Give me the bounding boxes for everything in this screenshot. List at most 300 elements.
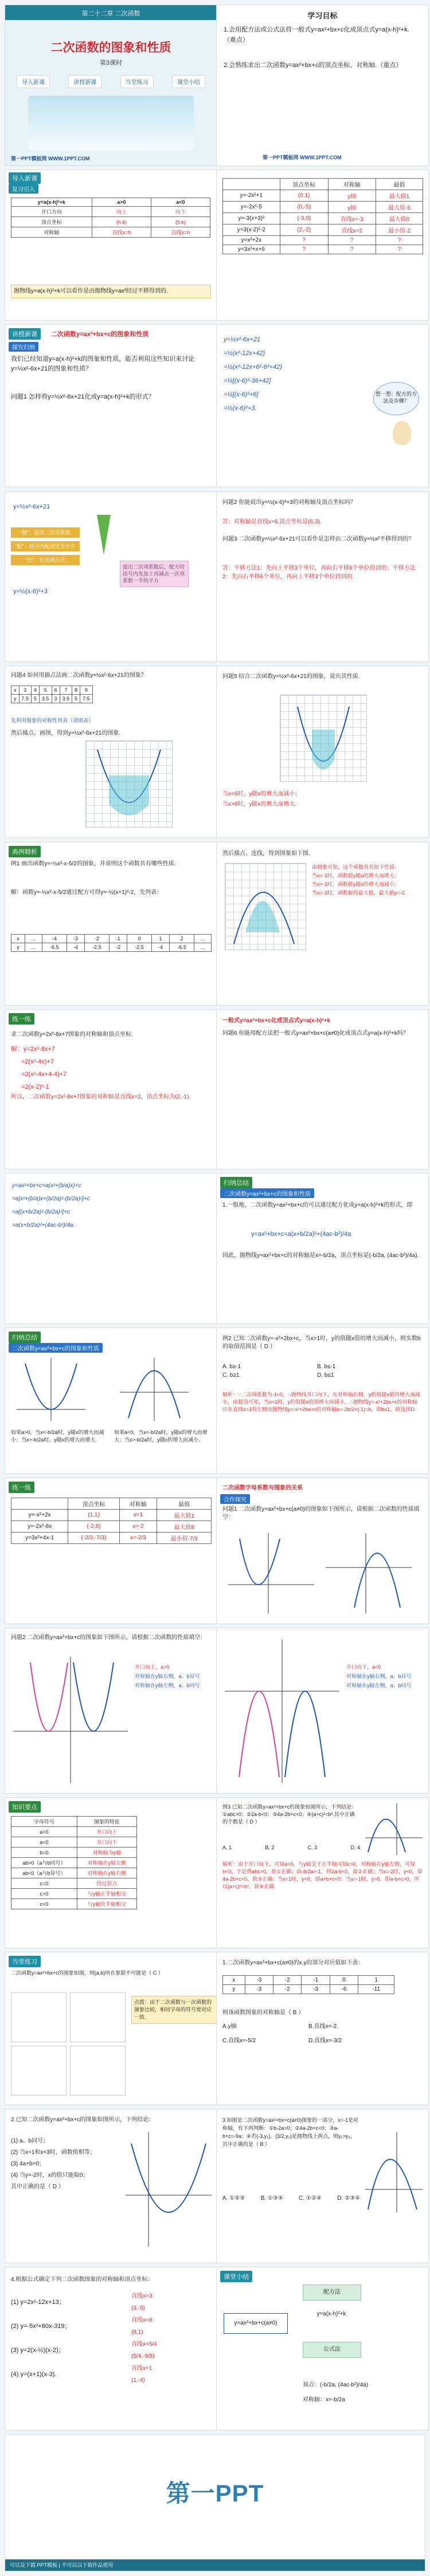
ending-slide: [5, 2434, 425, 2571]
exercise1-q: 二次函数y=ax²+bx+c的图象如图，则(a,b)所在象限不可能是（ C ）: [11, 1970, 163, 1976]
table-cell: 直线x=2: [328, 224, 376, 236]
derivation-line: y=ax²+bx+c=a(x²+(b/a)x)+c: [12, 1183, 81, 1189]
table-row: [11, 1817, 137, 1827]
table-row: [223, 224, 423, 236]
solution-line: 解：y=2x²-8x+7: [11, 1046, 56, 1053]
option-graph-b[interactable]: [70, 1992, 126, 2042]
exercise2-table: [222, 1975, 394, 1994]
table-cell: a<0: [11, 1837, 77, 1848]
table-cell: 图象的特征: [77, 1817, 136, 1827]
table-row: [11, 1899, 137, 1909]
draw-note: 先利用图象的对称性列表（请填表）: [11, 718, 94, 723]
table-cell: x=-2/3: [119, 1533, 157, 1544]
ex3-chart: [365, 1803, 423, 1855]
answer-line: (8,1): [131, 2329, 143, 2335]
exercise2-q: 1.二次函数y=ax²+bx+c(a≠0)的x,y的部分对应值如下表：: [222, 1960, 364, 1966]
ending-footer: 可以及下载 PPT模板 | 不可以以下载作品使用: [5, 2559, 425, 2571]
table-row: [223, 245, 423, 254]
practice2-slide: [5, 1478, 217, 1624]
table-cell: 顶点坐标: [280, 179, 328, 190]
relation2-labels: [135, 1663, 209, 1690]
table-cell: ...: [25, 943, 42, 952]
exercise1-slide: [5, 1952, 217, 2105]
option-graph-a[interactable]: [11, 1992, 67, 2042]
q5-point-2: 当x>6时，y随x的增大而增大.: [222, 801, 297, 808]
option-d[interactable]: D.直线x=-3/2: [308, 2038, 342, 2044]
ex3-options: [222, 1845, 360, 1850]
table-cell: 最小值-2: [376, 224, 423, 236]
table-cell: 与y轴负半轴相交: [77, 1899, 136, 1909]
table-cell: [11, 1498, 68, 1510]
table-cell: -1: [302, 1976, 330, 1985]
relation-label: 开口向下，a<0: [346, 1664, 381, 1670]
table-cell: 2: [169, 935, 194, 943]
exercise-item: (2) 当x=1和x=3时，函数值相等；: [11, 2149, 96, 2156]
table-cell: 5: [72, 695, 80, 703]
wrapup-axis: 对称轴：x=-b/2a: [303, 2397, 345, 2403]
exercise4-slide: [216, 2109, 429, 2263]
solution-line: =2(x²-4x+4-4)+7: [21, 1071, 67, 1078]
table-cell: 3.5: [60, 695, 72, 703]
derivation-line: =½[(x-6)²-36+42]: [224, 377, 271, 384]
option-a[interactable]: A. ①②③: [222, 2195, 245, 2201]
cover-art: [28, 96, 194, 151]
draw-value-table: [11, 686, 93, 703]
review-note: 抛物线y=a(x-h)²+k可以看作是由抛物线y=ax²经过平移得到的.: [11, 285, 211, 298]
table-cell: y=3x²+x+6: [223, 245, 280, 254]
ex2-explain: 解析：∵二次项系数为-1<0，∴抛物线开口向下，在对称轴右侧，y的值随x值的增大而减小，由题设可知，当x>1时，y的值随x值的增大而减小，∴抛物线y=-x²+2bx+c的对称轴应在直线x=1的左侧而抛物线y=-x²+2bx+c的对称轴x=-2b/2×(-1)=b，即b≤1，故选择D.: [222, 1392, 420, 1412]
derivation-steps: [224, 333, 282, 415]
table-row: [11, 1510, 212, 1521]
method-expr-top: y=½x²-6x+21: [13, 503, 50, 510]
table-row: [11, 1889, 137, 1899]
table-cell: ...: [25, 935, 42, 943]
table-cell: 7: [60, 686, 72, 695]
lecture1-question: 问题1 怎样将y=½x²-6x+21化成y=a(x-h)²+k的形式？: [11, 393, 155, 400]
exercise4-q: 3.如图是二次函数y=ax²+bx+c(a≠0)图象的一部分，x=-1是对称轴，有下列判断：①b-2a=0；②4a-2b+c<0；③a-b+c=-9a；④若(-3,y₁)，(3/2,y₂)是抛物线上两点，则y₁>y₂，其中正确的是（ B ）: [222, 2117, 358, 2147]
table-cell: 4: [32, 686, 40, 695]
general-derivation-slide: [5, 1173, 217, 1324]
q3-answer: 答：平移方法1：先向上平移3个单位，再向右平移6个单位得到的；平移方法2：先向右平移6个单位，再向上平移3个单位得到的.: [222, 565, 416, 580]
table-cell: (-2,8): [68, 1521, 119, 1533]
table-cell: -4: [152, 943, 169, 952]
lecture1-slide: [5, 324, 217, 487]
knowledge-slide: [5, 1797, 217, 1948]
nav-button-lecture[interactable]: 讲授新课: [68, 75, 101, 88]
table-cell: 最小值-7/3: [157, 1533, 212, 1544]
chapter-label: 第二十二章 二次函数: [81, 10, 140, 17]
table-cell: ?: [376, 245, 423, 254]
knowledge-table: [11, 1816, 137, 1909]
formula-subtag: 二次函数y=ax²+bx+c的图象和性质: [220, 1188, 314, 1198]
ex2-options: [222, 1364, 412, 1378]
wrapup-vertex-form: y=a(x-h)²+k: [316, 2311, 346, 2317]
table-row: [11, 935, 212, 943]
table-cell: (-3,0): [280, 213, 328, 224]
summary2-slide: [5, 1328, 217, 1474]
formula-expr: y=ax²+bx+c=a(x+b/2a)²+(4ac-b²)/4a: [251, 1231, 351, 1238]
table-row: [223, 236, 423, 245]
ex3-q: 例3 已知二次函数y=ax²+bx+c的图象如图所示，下列结论：①abc>0；②2a-b<0；③4a-2b+c<0；④(a+c)²<b².其中正确的个数是（ D ）: [222, 1804, 357, 1825]
question23-slide: [216, 491, 429, 662]
table-cell: 8: [72, 686, 80, 695]
relation-label: 对称轴在y轴右侧，a、b异号: [135, 1673, 200, 1679]
review-subtag: 复习引入: [9, 184, 38, 194]
relation-chart-right: [326, 1533, 412, 1613]
derivation-slide: [216, 324, 429, 487]
table-row: [11, 1868, 137, 1878]
table-cell: 向下: [151, 207, 210, 217]
relation-label: 对称轴在y轴左侧，a、b同号: [346, 1683, 412, 1688]
exercise3-slide: [5, 2109, 217, 2263]
table-cell: x=1: [119, 1510, 157, 1521]
exercise-item: (1) a、b同号；: [11, 2138, 49, 2144]
option-graph-c[interactable]: [11, 2046, 67, 2096]
table-cell: -2.5: [127, 943, 152, 952]
goal-1: 1.会用配方法或公式法将一般式y=ax²+bx+c化成顶点式y=a(x-h)²+k.（难点）: [224, 26, 409, 44]
formula-p1: 1.一般地，二次函数y=ax²+bx+c的可以通过配方化成y=a(x-h)²+k的形式，即: [222, 1202, 413, 1208]
option-c[interactable]: C. b≥1: [222, 1372, 240, 1378]
summary-tag: 归纳总结: [9, 1332, 41, 1343]
prop-line: 由图象可知，这个函数具有如下性质：: [312, 864, 400, 870]
option-d[interactable]: D. ②③④: [337, 2195, 360, 2201]
table-cell: y=x²+2x: [223, 236, 280, 245]
option-a[interactable]: A. b≥-1: [222, 1364, 241, 1370]
table-cell: (2,-2): [280, 224, 328, 236]
example1-slide: [5, 842, 217, 1006]
derivation-line: =½(x-6)²+3.: [224, 405, 257, 412]
review-table: [11, 198, 210, 238]
example2-slide: [216, 1328, 429, 1474]
table-cell: 最大值8: [157, 1521, 212, 1533]
table-cell: y轴: [328, 202, 376, 213]
draw-plot-note: 然后描点、画图，得到y=½x²-6x+21的图象.: [11, 730, 121, 736]
table-row: [223, 1985, 394, 1994]
option-d[interactable]: D. 4: [350, 1845, 360, 1850]
ex2-q: 例2 已知二次函数y=-x²+2bx+c，当x>1时，y的值随x值的增大而减小，则实数b的取值范围是（ D ）: [222, 1336, 421, 1350]
table-cell: -6.5: [42, 943, 67, 952]
cover-title: 二次函数的图象和性质: [50, 41, 171, 54]
nav-button-practice[interactable]: 当堂练习: [120, 75, 154, 88]
example3-slide: [216, 1797, 429, 1948]
relation-slide: [216, 1478, 429, 1624]
table-cell: -4: [42, 935, 67, 943]
table-cell: -1: [110, 935, 127, 943]
table-cell: y=a(x-h)²+k: [11, 198, 92, 207]
table-cell: 3.5: [40, 695, 52, 703]
wrapup-method-2: 公式法: [303, 2342, 361, 2358]
table-cell: 顶点坐标: [68, 1498, 119, 1510]
q2-text: 问题2 你能说出y=½(x-6)²+3的对称轴及顶点坐标吗？: [222, 499, 356, 506]
table-cell: 直线x=-3: [328, 213, 376, 224]
table-cell: y=-2x²-5: [223, 202, 280, 213]
derivation-line: =a[(x+b/2a)²-(b/2a)²]+c: [12, 1209, 70, 1215]
exercise-end: 其中正确的是（ D ）: [11, 2184, 64, 2190]
relation-label: 对称轴在y轴右侧，a、b异号: [346, 1673, 412, 1679]
table-cell: -2.5: [84, 943, 110, 952]
practice2-table: [11, 1498, 212, 1544]
draw-slide: [5, 665, 217, 838]
method-note-2: “配”：括号内配成完全平方: [11, 541, 80, 552]
table-cell: -2: [273, 1976, 302, 1985]
prop-line: 当x>-1时，函数值y随x的增大而减小；: [312, 881, 400, 887]
table-cell: y=-2x²-8x: [11, 1521, 68, 1533]
table-row: [11, 1533, 212, 1544]
relation2-q: 问题2 二次函数y=ax²+bx+c的图象如下图所示，请根据二次函数的性质填空：: [11, 1634, 206, 1641]
option-b[interactable]: B. b≤-1: [317, 1364, 336, 1370]
down-arrow-icon: [97, 515, 111, 555]
exercise5-slide: [5, 2267, 217, 2431]
exercise-item: (1) y=2x²-12x+13；: [11, 2299, 65, 2306]
table-cell: -2: [84, 935, 110, 943]
q5-text: 问题5 结合二次函数y=½x²-6x+21的图象，说出其性质.: [222, 673, 360, 680]
goals-brand: 第一PPT模板网 WWW.1PPT.COM: [263, 155, 342, 160]
exercise3-items: [11, 2136, 120, 2193]
table-cell: x=-2: [119, 1521, 157, 1533]
table-cell: x: [11, 686, 19, 695]
q2-answer: 答：对称轴是直线x=6,顶点坐标是(6,3).: [222, 519, 322, 525]
draw-parabola: [86, 741, 172, 827]
ex1b-text: 然后描点、连线，得到图象如下图.: [222, 850, 310, 857]
table-cell: 最值: [376, 179, 423, 190]
up-parabola-chart: [17, 1358, 85, 1421]
table-cell: -3: [302, 1985, 330, 1994]
answer-line: 直线x=1: [131, 2365, 153, 2372]
exercise2-ask: 则该函数图象的对称轴是（ B ）: [222, 2010, 304, 2016]
answer-line: (5/4,-9/8): [131, 2353, 155, 2360]
relation3-chart: [225, 1640, 339, 1783]
table-cell: y=-x²+2x: [11, 1510, 68, 1521]
question5-slide: [216, 665, 429, 838]
relation-heading: 二次函数字母系数与图象的关系: [222, 1485, 303, 1491]
ex1-value-table: [11, 934, 212, 952]
table-cell: a<0: [151, 198, 210, 207]
table-cell: y轴: [328, 190, 376, 202]
table-row: [11, 1878, 137, 1889]
table-cell: 5: [32, 695, 40, 703]
answer-line: (1,-4): [131, 2377, 145, 2384]
table-cell: c=0: [11, 1878, 77, 1889]
table-row: [11, 198, 210, 207]
ex1-text: 例1 画出函数y=-½x²-x-5/2的图象，并说明这个函数具有哪些性质.: [11, 861, 176, 867]
table-cell: 1: [358, 1976, 394, 1985]
exercise2-options: [222, 2021, 394, 2044]
exercise-item: (3) 4a+b=0；: [11, 2161, 45, 2167]
table-cell: 开口方向: [11, 207, 92, 217]
nav-button-summary[interactable]: 课堂小结: [172, 75, 205, 88]
exercise-item: (4) y=(x+1)(x-3).: [11, 2371, 57, 2378]
method-expr-bottom: y=½(x-6)²+3: [13, 588, 48, 595]
exercise1-hint: 点拨：由于二次函数与一次函数的图象比较，相同字母的符号要对应一致.: [131, 1996, 217, 2024]
exercise4-options: [222, 2195, 360, 2201]
exercise-tag: 当堂练习: [9, 1956, 41, 1967]
brand-text: 第一PPT模板网 WWW.1PPT.COM: [11, 156, 90, 162]
solution-line: 所以，二次函数y=2x²-8x+7图象的对称轴是直线x=2，顶点坐标为(2,-1).: [11, 1094, 191, 1100]
relation-q: 问题1 二次函数y=ax²+bx+c(a≠0)的图象如下图所示，请根据二次函数的性质填空：: [222, 1506, 420, 1521]
practice1-slide: [5, 1009, 217, 1169]
student-avatar: [393, 421, 411, 445]
summary-right: 如果a<0，当x<-b/2a时，y随x的增大而增大；当x>-b/2a时，y随x的增大而减小.: [114, 1429, 208, 1443]
lecture1-text: 我们已经知道y=a(x-h)²+k的图象和性质，能否利用这些知识来讨论y=½x²-6x+21的图象和性质？: [11, 356, 195, 372]
table-cell: -4: [67, 943, 84, 952]
method-note-1: “提”：提出二次项系数: [11, 527, 80, 538]
table-cell: 顶点坐标: [11, 217, 92, 227]
table-cell: x: [11, 935, 25, 943]
table-cell: y=-2x²+1: [223, 190, 280, 202]
answer-line: 直线x=5/4: [131, 2341, 157, 2347]
ex1b-parabola: [225, 864, 306, 950]
table-cell: 最大值0: [376, 213, 423, 224]
goals-slide: [216, 5, 429, 166]
table-cell: -6.5: [169, 943, 194, 952]
derivation-line: =½(x²-12x+42): [224, 350, 265, 357]
cover-nav: [17, 75, 205, 88]
option-a[interactable]: A.y轴: [222, 2023, 237, 2030]
table-cell: x: [223, 1976, 245, 1985]
cover-subtitle: 第3课时: [99, 60, 123, 66]
table-cell: 7.5: [80, 695, 93, 703]
exercise4-chart: [365, 2132, 423, 2212]
review-slide: [5, 170, 217, 321]
option-b[interactable]: B.直线x=-2: [308, 2023, 337, 2030]
table-row: [11, 1837, 137, 1848]
wrapup-box-general: y=ax²+bx+c(a≠0): [224, 2313, 288, 2334]
option-graph-d[interactable]: [70, 2046, 126, 2096]
table-cell: ?: [328, 236, 376, 245]
wrapup-vertex: 顶点：(-b/2a, (4ac-b²)/4a): [303, 2382, 368, 2388]
ex1b-props: [312, 863, 424, 897]
table-cell: y: [11, 943, 25, 952]
practice2-tag: 练一练: [9, 1482, 34, 1493]
draw-grid: [85, 740, 173, 828]
option-c[interactable]: C. 3: [307, 1845, 318, 1850]
method-slide: [5, 491, 217, 662]
relation2-slide: [5, 1628, 217, 1794]
table-cell: (h,k): [92, 217, 151, 227]
exercise-item: (2) y=-5x²+80x-319；: [11, 2323, 71, 2330]
table-cell: -3: [245, 1976, 273, 1985]
relation-chart-left: [228, 1533, 314, 1613]
option-d[interactable]: D. b≤1: [317, 1372, 334, 1378]
method-boxnote: 提出二次项系数后，配方时括号内先加上再减去一次项系数一半的平方: [120, 561, 189, 587]
q5-point-1: 当x<6时，y随x的增大而减小；: [222, 791, 301, 797]
table-cell: y=3(x-2)²-2: [223, 224, 280, 236]
table-cell: 直线x=h: [151, 227, 210, 238]
ex3-solution: 解析：由于开口向下，可知a<0，与y轴交于正半轴可知c>0，对称轴在y轴左侧，可知b<0，于是得abc>0，故①正确；由-b/2a>-1，得2a-b<0，故②正确；当x=-2时，y<0，即4a-2b+c<0，故③正确；当x=1时，y<0，即a+b+c<0；当x=-1时，y>0，即a-b+c>0，所以(a+c)²<b²，故④正确.: [222, 1861, 423, 1889]
table-cell: 5: [40, 686, 52, 695]
summary-subtag: 二次函数y=ax²+bx+c的图象和性质: [9, 1343, 103, 1353]
table-row: [11, 207, 210, 217]
table-cell: 字母符号: [11, 1817, 77, 1827]
table-cell: ...: [194, 935, 212, 943]
thought-bubble: 想一想：配方的方法及步骤？: [373, 382, 419, 415]
table-cell: 1: [152, 935, 169, 943]
table-cell: 7.5: [19, 695, 32, 703]
option-c[interactable]: C. ①②④: [299, 2195, 322, 2201]
table-cell: (0,-5): [280, 202, 328, 213]
option-a[interactable]: A. 1: [222, 1845, 232, 1850]
table-cell: 直线x=h: [92, 227, 151, 238]
option-c[interactable]: C.直线x=-5/2: [222, 2038, 256, 2044]
exercise3-chart: [126, 2132, 212, 2247]
option-b[interactable]: B. 2: [265, 1845, 275, 1850]
general-q: 问题6 你能用配方法把一般式y=ax²+bx+c(a≠0)化成顶点式y=a(x-h)²+k吗？: [222, 1030, 409, 1037]
general-heading: 一般式y=ax²+bx+c化成顶点式y=a(x-h)²+k: [222, 1018, 331, 1024]
wrapup-slide: [216, 2267, 429, 2431]
knowledge-tag: 知识要点: [9, 1801, 41, 1813]
table-cell: 0: [127, 935, 152, 943]
derivation-line: =½(x²-12x+6²-6²+42): [224, 364, 282, 371]
q5-parabola: [280, 695, 366, 781]
table-row: [223, 213, 423, 224]
q4-text: 问题4 如何用描点法画二次函数y=½x²-6x+21的图象？: [11, 672, 147, 679]
exercise1-options: [11, 1992, 126, 2096]
relation2-chart: [13, 1657, 128, 1783]
goal-2: 2.会熟练求出二次函数y=ax²+bx+c的顶点坐标、对称轴.（重点）: [224, 62, 402, 69]
wrapup-method-1: 配方法: [303, 2284, 361, 2301]
table-cell: ?: [328, 245, 376, 254]
goals-heading: 学习目标: [307, 11, 338, 20]
table-cell: ?: [280, 236, 328, 245]
table-row: [223, 179, 423, 190]
table-cell: 对称轴为y轴: [77, 1848, 136, 1858]
table-row: [223, 1976, 394, 1985]
ex1b-grid: [225, 863, 306, 950]
table-cell: 最大值1: [157, 1510, 212, 1521]
table-cell: a>0: [11, 1827, 77, 1837]
table-cell: 3: [19, 686, 32, 695]
table-row: [11, 943, 212, 952]
answer-line: 直线x=8: [131, 2317, 153, 2323]
option-b[interactable]: B. ①③④: [260, 2195, 283, 2201]
table-cell: 对称轴: [328, 179, 376, 190]
table-cell: (1,1): [68, 1510, 119, 1521]
table-cell: -11: [358, 1985, 394, 1994]
table-cell: 对称轴在y轴左侧: [77, 1858, 136, 1868]
exercise5-answers: [131, 2290, 212, 2386]
ex1-solution: 解：函数y=-½x²-x-5/2通过配方可得y=-½(x+1)²-2，先列表：: [11, 889, 163, 896]
table-row: [223, 202, 423, 213]
formula-tag: 归纳总结: [220, 1177, 252, 1188]
wrapup-tag: 课堂小结: [220, 2271, 252, 2282]
q3-text: 问题3 二次函数y=½x²-6x+21可以看作是怎样由二次函数y=½x²平移得到的？: [222, 536, 415, 542]
table-cell: c>0: [11, 1889, 77, 1899]
table-cell: 对称轴: [11, 227, 92, 238]
general-derivation: [12, 1179, 90, 1232]
table-cell: c<0: [11, 1899, 77, 1909]
practice-tag: 练一练: [9, 1013, 34, 1025]
table-cell: y: [223, 1985, 245, 1994]
table-cell: 3: [52, 695, 60, 703]
table-cell: ab<0（a与b异号）: [11, 1868, 77, 1878]
table-cell: -6: [330, 1985, 358, 1994]
exercise-item: (4) 当y=-2时，x的值只能取0；: [11, 2172, 89, 2179]
table-row: [223, 190, 423, 202]
cover-slide: [5, 5, 217, 166]
nav-button-intro[interactable]: 导入新课: [17, 75, 50, 88]
table-row: [11, 217, 210, 227]
table-cell: [223, 179, 280, 190]
table-cell: 对称轴在y轴右侧: [77, 1868, 136, 1878]
table-cell: 开口向下: [77, 1837, 136, 1848]
table-cell: -2: [110, 943, 127, 952]
table-cell: ...: [194, 943, 212, 952]
table-cell: (-2/3,-7/3): [68, 1533, 119, 1544]
exercise2-slide: [216, 1952, 429, 2105]
summary-left: 如果a>0，当x<-b/2a时，y随x的增大而减小；当x>-b/2a时，y随x的增大而增大.: [11, 1429, 104, 1443]
exercise5-q: 4.根据公式确定下列二次函数图象的对称轴和顶点坐标：: [11, 2276, 154, 2283]
fill-table: [222, 178, 423, 254]
